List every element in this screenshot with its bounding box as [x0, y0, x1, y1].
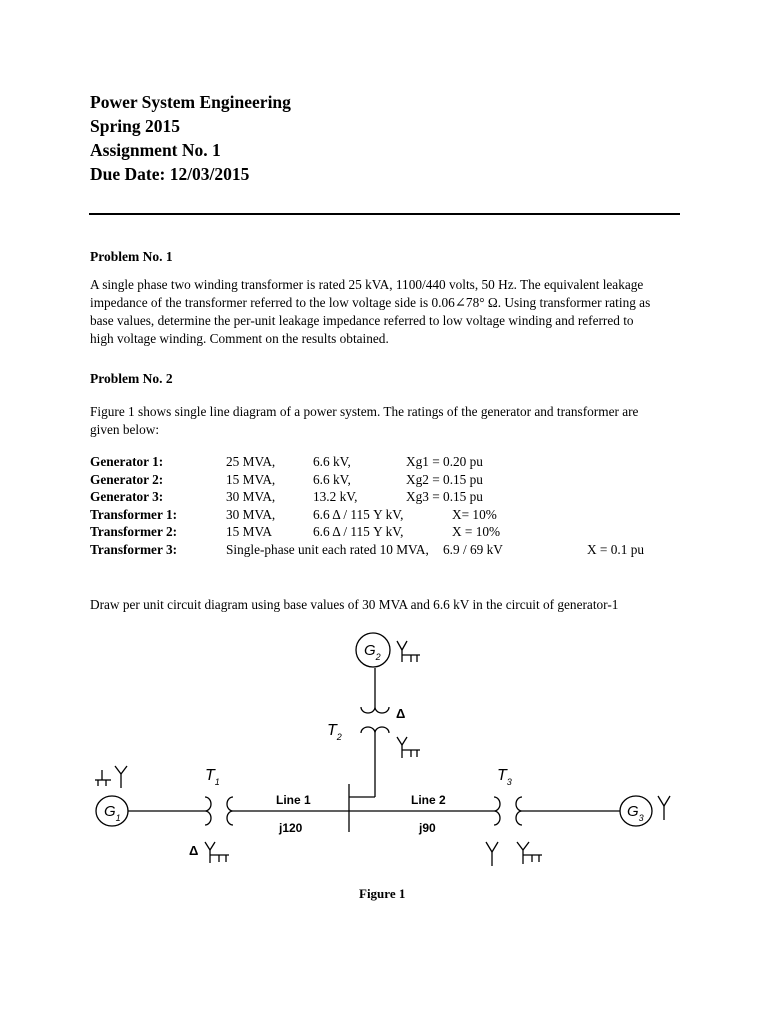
transformer-1-delta: Δ	[189, 843, 199, 858]
problem-1-line: base values, determine the per-unit leakage impedance referred to low voltage winding and referred to	[90, 313, 634, 328]
generator-2-label: $G_2$	[364, 642, 381, 662]
rating-reactance: Xg2 = 0.15 pu	[406, 471, 483, 487]
single-line-diagram	[0, 620, 768, 880]
rating-name: Transformer 2:	[90, 524, 178, 539]
transformer-1-grounded-wye-icon	[205, 842, 229, 863]
term: Spring 2015	[90, 116, 180, 136]
figure-caption: Figure 1	[359, 886, 406, 901]
transformer-2-icon	[361, 707, 389, 733]
transformer-1-label: $T_1$	[205, 767, 220, 787]
rating-mva: 15 MVA	[226, 524, 272, 539]
rating-kv: 6.6 kV,	[313, 471, 351, 487]
problem-2-heading: Problem No. 2	[90, 371, 173, 386]
rating-kv: 6.6 Δ / 115 Y kV,	[313, 524, 404, 539]
rating-mva: Single-phase unit each rated 10 MVA,	[226, 541, 429, 557]
line-1-impedance: j120	[279, 821, 303, 835]
rating-name: Generator 3:	[90, 489, 164, 504]
rating-name: Generator 1:	[90, 454, 164, 469]
rating-reactance: Xg1 = 0.20 pu	[406, 454, 483, 469]
rating-mva: 30 MVA,	[226, 506, 276, 522]
generator-1-grounded-wye-icon	[95, 766, 127, 788]
rating-kv: 6.9 / 69 kV	[443, 541, 503, 557]
rating-row	[90, 471, 690, 489]
course-title: Power System Engineering	[90, 92, 291, 112]
problem-1-line: high voltage winding. Comment on the results obtained.	[90, 331, 389, 346]
transformer-3-wye-icon	[486, 842, 498, 866]
rating-mva: 30 MVA,	[226, 489, 276, 504]
rating-name: Transformer 3:	[90, 541, 178, 557]
transformer-3-label: $T_3$	[497, 767, 512, 787]
rating-kv: 13.2 kV,	[313, 489, 358, 504]
transformer-1-icon	[205, 797, 233, 825]
line-1-label: Line 1	[276, 793, 311, 807]
generator-3-label: $G_3$	[627, 803, 644, 823]
problem-2-intro	[90, 403, 680, 439]
generator-2-grounded-wye-icon	[397, 641, 420, 662]
rating-row	[90, 488, 690, 506]
problem-1-heading: Problem No. 1	[90, 249, 173, 264]
problem-2-intro-line: given below:	[90, 422, 160, 437]
generator-3-wye-icon	[658, 796, 670, 820]
rating-kv: 6.6 kV,	[313, 454, 351, 469]
document-header	[90, 90, 291, 186]
rating-row	[90, 506, 690, 524]
rating-row	[90, 541, 690, 559]
problem-1-text	[90, 276, 680, 348]
transformer-2-grounded-wye-icon	[397, 737, 420, 758]
problem-1-line: A single phase two winding transformer is rated 25 kVA, 1100/440 volts, 50 Hz. The equivalent leakage	[90, 277, 644, 292]
line-2-label: Line 2	[411, 793, 446, 807]
line-2-impedance: j90	[419, 821, 436, 835]
rating-reactance: X= 10%	[452, 506, 497, 522]
rating-mva: 25 MVA,	[226, 454, 276, 469]
transformer-2-delta: Δ	[396, 706, 406, 721]
rating-reactance: X = 10%	[452, 524, 501, 539]
rating-reactance: X = 0.1 pu	[587, 541, 644, 557]
problem-2-intro-line: Figure 1 shows single line diagram of a power system. The ratings of the generator and transformer are	[90, 404, 639, 419]
transformer-3-icon	[494, 797, 522, 825]
transformer-2-label: $T_2$	[327, 722, 342, 742]
due-date: Due Date: 12/03/2015	[90, 164, 250, 184]
rating-row	[90, 453, 690, 471]
rating-name: Transformer 1:	[90, 506, 178, 522]
horizontal-rule	[89, 213, 680, 215]
generator-1-label: $G_1$	[104, 803, 121, 823]
rating-mva: 15 MVA,	[226, 471, 276, 487]
rating-name: Generator 2:	[90, 471, 164, 487]
problem-2-instruction: Draw per unit circuit diagram using base values of 30 MVA and 6.6 kV in the circuit of generator-1	[90, 597, 619, 612]
rating-kv: 6.6 Δ / 115 Y kV,	[313, 506, 404, 522]
assignment-number: Assignment No. 1	[90, 140, 221, 160]
rating-row	[90, 523, 690, 541]
transformer-3-grounded-wye-icon	[517, 842, 542, 864]
ratings-table	[90, 453, 690, 558]
problem-1-line: impedance of the transformer referred to the low voltage side is 0.06∠78° Ω. Using transformer rating as	[90, 295, 651, 310]
rating-reactance: Xg3 = 0.15 pu	[406, 489, 483, 504]
